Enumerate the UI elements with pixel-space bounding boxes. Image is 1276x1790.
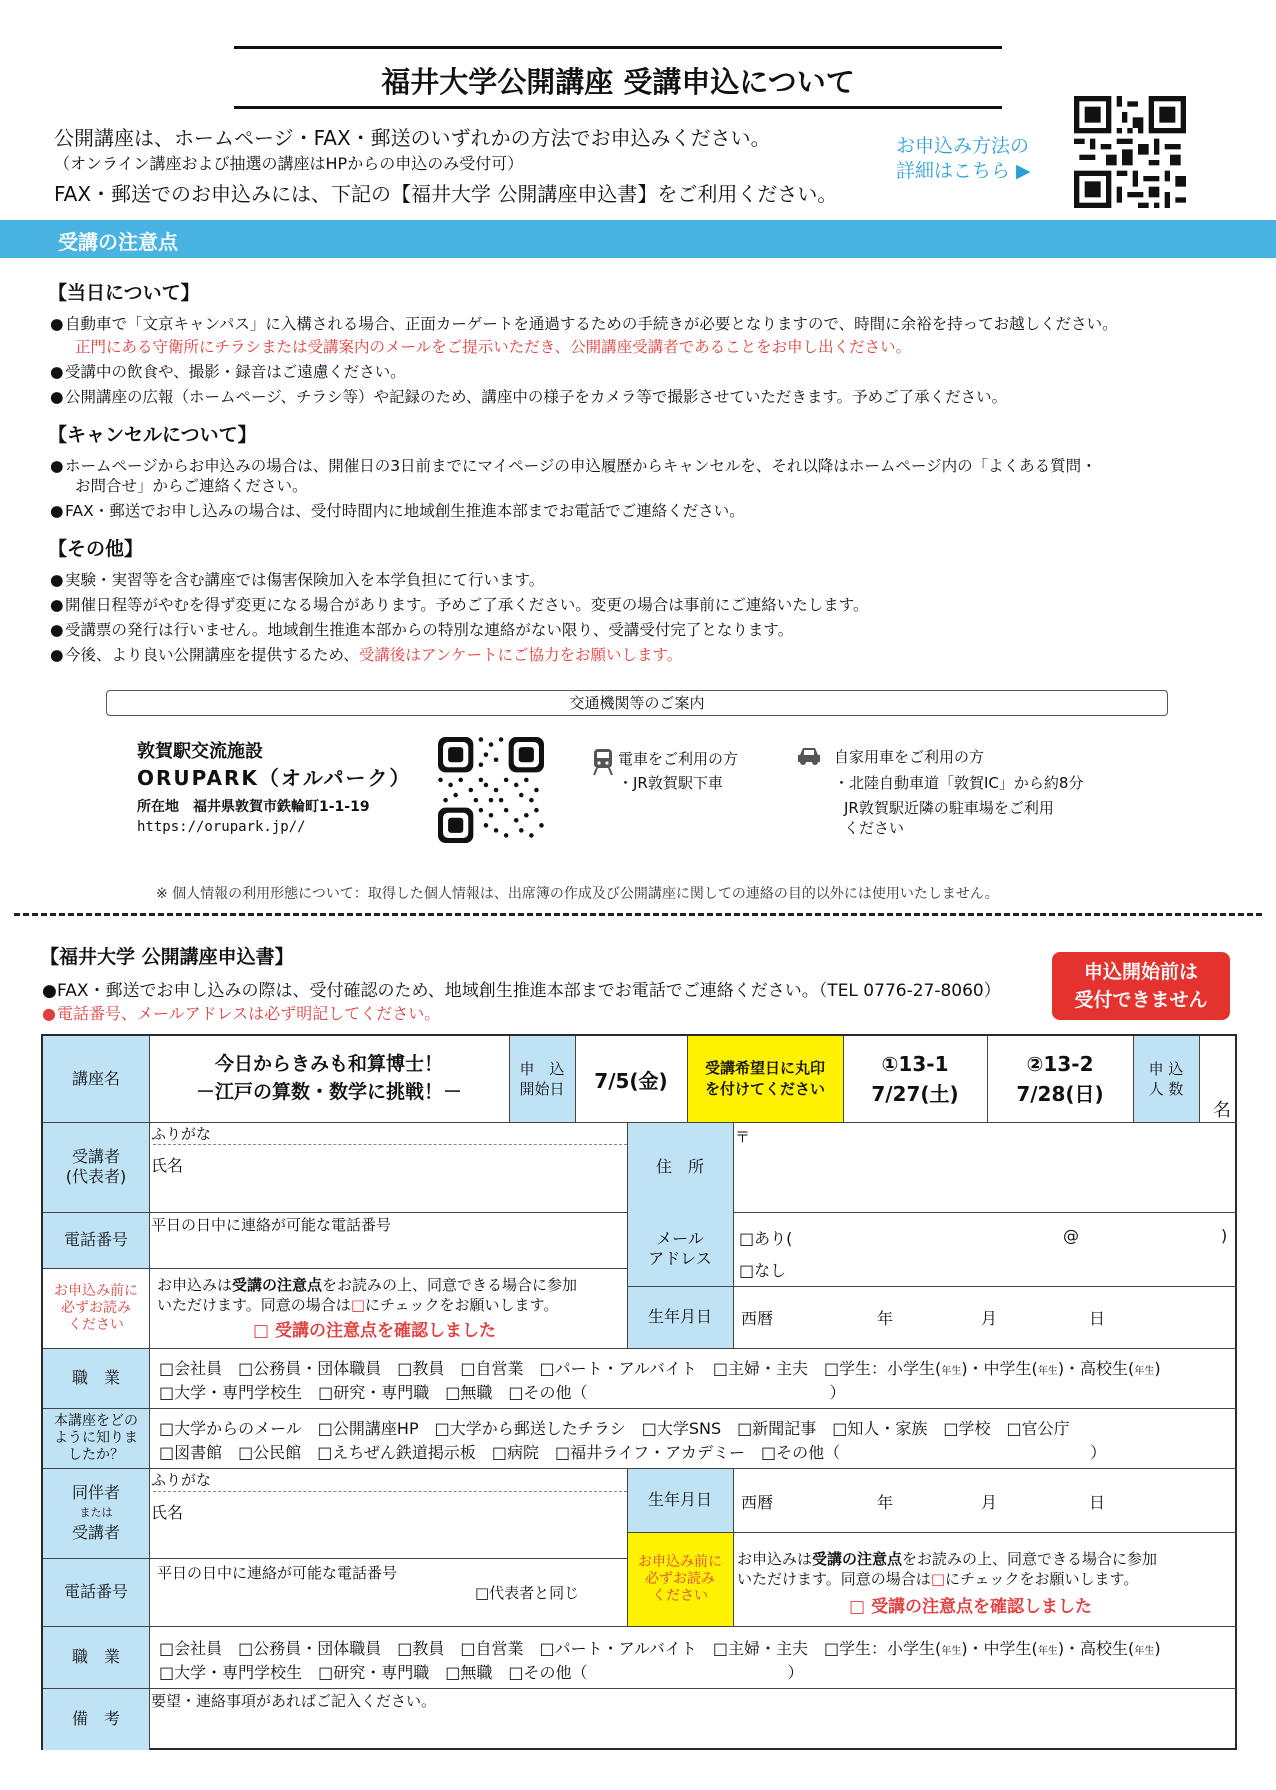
count-input[interactable] (1199, 1036, 1237, 1122)
form-col-rule (843, 1036, 844, 1122)
birth-day: 日 (1089, 1309, 1106, 1328)
not-open-badge (1052, 952, 1230, 1020)
date-option-1-code: ①13-1 (881, 1052, 949, 1076)
attendee-name-input[interactable] (153, 1144, 627, 1210)
job-grade-1: 年生 (941, 1366, 962, 1377)
email-no[interactable]: □なし (739, 1261, 787, 1280)
read-confirm-checkbox[interactable]: □ 受講の注意点を確認しました (253, 1321, 496, 1341)
remarks-input[interactable] (153, 1710, 1233, 1748)
form-rule (43, 1122, 1237, 1123)
qr-code-orupark[interactable] (438, 737, 544, 843)
form-rule (43, 1268, 627, 1269)
train-icon (592, 748, 614, 776)
c-read-text-1c: をお読みの上、同意できる場合に参加 (902, 1550, 1158, 1568)
form-rule (43, 1558, 627, 1559)
train-detail: ・JR敦賀駅下車 (618, 774, 723, 792)
companion-read-label-2: 必ずお読み (645, 1570, 715, 1587)
form-col-rule (733, 1122, 734, 1348)
attendee-label-2: (代表者) (65, 1167, 127, 1186)
form-col-rule (627, 1122, 628, 1348)
same-as-rep-checkbox[interactable]: □代表者と同じ (475, 1584, 580, 1602)
form-note-1: FAX・郵送でお申し込みの際は、受付確認のため、地域創生推進本部までお電話でご連絡ください。（TEL 0776-27-8060） (57, 981, 1001, 1001)
companion-job-options-2[interactable] (159, 1660, 804, 1683)
companion-job-options-1[interactable] (159, 1636, 1161, 1659)
day-item-2: 受講中の飲食や、撮影・録音はご遠慮ください。 (65, 363, 406, 381)
form-rule (43, 1212, 627, 1213)
source-label-3: したか？ (68, 1446, 124, 1463)
course-title-2: －江戸の算数・数学に挑戦！－ (195, 1081, 462, 1103)
companion-birth-era: 西暦 (741, 1493, 774, 1512)
date-option-1-date: 7/27(土) (871, 1082, 959, 1106)
count-label-2: 人 数 (1148, 1080, 1184, 1098)
date-option-2-date: 7/28(日) (1016, 1082, 1104, 1106)
list-item: ●今後、より良い公開講座を提供するため、受講後はアンケートにご協力をお願いします。 (50, 646, 683, 664)
companion-phone-hint: 平日の日中に連絡が可能な電話番号 (157, 1564, 398, 1582)
intro-line-1: 公開講座は、ホームページ・FAX・郵送のいずれかの方法でお申込みください。 (54, 126, 771, 150)
name-label: 氏名 (151, 1156, 184, 1175)
count-label-1: 申 込 (1148, 1060, 1184, 1078)
form-col-rule (149, 1036, 150, 1750)
other-item-4-red: 受講後はアンケートにご協力をお願いします。 (358, 646, 683, 664)
car-detail-2: JR敦賀駅近隣の駐車場をご利用 (844, 799, 1054, 817)
form-col-rule (575, 1036, 576, 1122)
job-label: 職 業 (43, 1348, 149, 1408)
c-read-text-2a: いただけます。同意の場合は (737, 1570, 931, 1588)
other-item-4: 今後、より良い公開講座を提供するため、 (65, 646, 359, 664)
qr-note[interactable] (896, 134, 1031, 184)
date-option-1[interactable] (843, 1036, 987, 1122)
job-mid: )・中学生( (961, 1359, 1038, 1378)
c-job-high: )・高校生( (1057, 1639, 1135, 1658)
venue-address: 所在地 福井県敦賀市鉄輪町1-1-19 (137, 799, 370, 815)
companion-label-1: 同伴者 (71, 1483, 120, 1502)
job-line-2-end: ） (829, 1383, 846, 1402)
companion-birth-label: 生年月日 (627, 1468, 733, 1532)
read-first-label-2: 必ずお読み (61, 1299, 131, 1316)
car-detail-1: ・北陸自動車道「敦賀IC」から約8分 (834, 774, 1084, 792)
furigana-label: ふりがな (151, 1125, 212, 1143)
form-rule (43, 1408, 1237, 1409)
cancel-item-1-cont: お問合せ」からご連絡ください。 (75, 477, 308, 495)
companion-read-label-3: ください (652, 1587, 708, 1604)
day-item-1: 自動車で「文京キャンパス」に入構される場合、正面カーゲートを通過するための手続きが必要となりますので、時間に余裕を持ってお越しください。 (65, 315, 1118, 333)
companion-name-label: 氏名 (151, 1503, 184, 1522)
form-rule (627, 1532, 1237, 1533)
companion-birth-day: 日 (1089, 1493, 1106, 1512)
other-item-2: 開催日程等がやむを得ず変更になる場合があります。予めご了承ください。変更の場合は事前にご連絡いたします。 (65, 596, 869, 614)
title-top-rule (234, 46, 1002, 49)
companion-read-first-label (627, 1532, 733, 1626)
list-item: ●受講票の発行は行いません。地域創生推進本部からの特別な連絡がない限り、受講受付完了となります。 (50, 621, 794, 639)
day-item-1-red: 正門にある守衛所にチラシまたは受講案内のメールをご提示いただき、公開講座受講者であることをお申し出ください。 (75, 338, 912, 356)
job-end: ) (1154, 1359, 1161, 1378)
page-title: 福井大学公開講座 受講申込について (381, 65, 855, 99)
companion-phone-label: 電話番号 (43, 1558, 149, 1626)
c-job-line-2-end: ） (787, 1663, 804, 1682)
circle-note (687, 1036, 843, 1122)
c-job-grade-3: 年生 (1134, 1646, 1155, 1657)
attendee-label-1: 受講者 (71, 1147, 120, 1166)
email-at: @ (1063, 1226, 1079, 1245)
form-rule (43, 1688, 1237, 1689)
read-text-1b: 受講の注意点 (232, 1276, 323, 1294)
intro-line-2: （オンライン講座および抽選の講座はHPからの申込のみ受付可） (54, 154, 524, 173)
list-item: ●ホームページからお申込みの場合は、開催日の3日前までにマイページの申込履歴からキャンセルを、それ以降はホームページ内の「よくある質問・ (50, 457, 1097, 475)
job-grade-2: 年生 (1037, 1366, 1058, 1377)
list-item: ●公開講座の広報（ホームページ、チラシ等）や記録のため、講座中の様子をカメラ等で撮影させていただきます。予めご了承ください。 (50, 388, 1008, 406)
email-label (627, 1212, 733, 1286)
companion-read-label-1: お申込み前に (638, 1553, 722, 1570)
read-first-label (43, 1268, 149, 1348)
companion-read-confirm-checkbox[interactable]: □ 受講の注意点を確認しました (849, 1597, 1092, 1617)
read-first-text-1 (157, 1274, 577, 1295)
notice-bar-title: 受講の注意点 (58, 230, 178, 254)
form-col-rule (687, 1036, 688, 1122)
companion-label-3: 受講者 (71, 1523, 120, 1542)
source-label-2: ように知りま (54, 1429, 138, 1446)
venue-url[interactable]: https://orupark.jp// (137, 819, 306, 835)
section-other: 【その他】 (48, 538, 144, 560)
train-title: 電車をご利用の方 (618, 750, 739, 768)
c-job-line-2: □大学・専門学校生 □研究・専門職 □無職 □その他（ (159, 1663, 588, 1682)
read-first-label-3: ください (68, 1316, 124, 1333)
qr-code-application[interactable] (1074, 96, 1186, 208)
c-job-grade-1: 年生 (941, 1646, 962, 1657)
companion-birth-year: 年 (877, 1493, 894, 1512)
birth-label: 生年月日 (627, 1286, 733, 1348)
read-text-1c: をお読みの上、同意できる場合に参加 (322, 1276, 578, 1294)
section-cancel: 【キャンセルについて】 (48, 424, 257, 446)
address-input[interactable] (735, 1126, 1235, 1210)
c-job-mid: )・中学生( (961, 1639, 1038, 1658)
count-unit: 名 (1213, 1100, 1231, 1121)
list-item: ●受講中の飲食や、撮影・録音はご遠慮ください。 (50, 363, 406, 381)
birth-era: 西暦 (741, 1309, 774, 1328)
section-day: 【当日について】 (48, 282, 200, 304)
c-job-end: ) (1154, 1639, 1161, 1658)
form-rule (627, 1286, 1237, 1287)
form-rule (733, 1212, 1237, 1213)
companion-name-input[interactable] (153, 1491, 627, 1557)
car-title: 自家用車をご利用の方 (834, 748, 985, 766)
form-col-rule (627, 1468, 628, 1626)
form-dashed-rule (153, 1491, 627, 1492)
qr-note-line-2: 詳細はこちら ▶ (896, 160, 1031, 182)
source-options-2[interactable] (159, 1440, 1106, 1463)
form-rule (43, 1468, 1237, 1469)
read-text-1a: お申込みは (157, 1276, 233, 1294)
companion-label-2: または (79, 1506, 113, 1519)
cut-line (14, 913, 1262, 916)
date-option-2[interactable] (987, 1036, 1133, 1122)
attendee-label (43, 1122, 149, 1212)
source-options-1[interactable]: □大学からのメール □公開講座HP □大学から郵送したチラシ □大学SNS □新聞記事 □知人・家族 □学校 □官公庁 (159, 1419, 1070, 1438)
read-text-2c: にチェックをお願いします。 (365, 1296, 559, 1314)
course-label: 講座名 (43, 1036, 149, 1122)
form-note-2: 電話番号、メールアドレスは必ず明記してください。 (57, 1004, 441, 1023)
apply-start-label (509, 1036, 575, 1122)
companion-furigana: ふりがな (151, 1471, 212, 1489)
venue-name-2: ORUPARK（オルパーク） (137, 766, 412, 790)
form-rule (43, 1348, 1237, 1349)
source-label (43, 1408, 149, 1468)
circle-note-1: 受講希望日に丸印 (704, 1059, 825, 1077)
form-col-rule (509, 1036, 510, 1122)
form-col-rule (733, 1468, 734, 1626)
other-item-1: 実験・実習等を含む講座では傷害保険加入を本学負担にて行います。 (65, 571, 545, 589)
companion-read-text-2 (737, 1568, 1138, 1589)
job-line-2: □大学・専門学校生 □研究・専門職 □無職 □その他（ (159, 1383, 588, 1402)
count-label (1133, 1036, 1199, 1122)
postal-mark: 〒 (735, 1128, 751, 1146)
transport-heading: 交通機関等のご案内 (569, 694, 705, 712)
form-dashed-rule (153, 1144, 627, 1145)
companion-label (43, 1468, 149, 1558)
form-col-rule (1133, 1036, 1134, 1122)
form-rule (43, 1626, 1237, 1627)
date-option-2-code: ②13-2 (1026, 1052, 1094, 1076)
form-col-rule (1199, 1036, 1200, 1122)
c-job-line-1: □会社員 □公務員・団体職員 □教員 □自営業 □パート・アルバイト □主婦・主夫 □学生：小学生( (159, 1639, 942, 1658)
phone-hint: 平日の日中に連絡が可能な電話番号 (151, 1216, 392, 1234)
title-bottom-rule (234, 106, 1002, 109)
badge-line-1: 申込開始前は (1083, 961, 1198, 983)
cancel-item-2: FAX・郵送でお申し込みの場合は、受付時間内に地域創生推進本部までお電話でご連絡ください。 (65, 502, 745, 520)
badge-line-2: 受付できません (1074, 989, 1208, 1011)
read-first-label-1: お申込み前に (54, 1282, 138, 1299)
job-grade-3: 年生 (1134, 1366, 1155, 1377)
email-label-1: メール (656, 1229, 704, 1248)
c-read-text-2c: にチェックをお願いします。 (945, 1570, 1139, 1588)
c-job-grade-2: 年生 (1037, 1646, 1058, 1657)
list-item: ●FAX・郵送でお申し込みの際は、受付確認のため、地域創生推進本部までお電話でご連絡ください。（TEL 0776-27-8060） (42, 981, 1001, 1001)
companion-job-label: 職 業 (43, 1626, 149, 1688)
venue-name-1: 敦賀駅交流施設 (137, 741, 263, 762)
privacy-note: ※ 個人情報の利用形態について：取得した個人情報は、出席簿の作成及び公開講座に関しての連絡の目的以外には使用いたしません。 (156, 886, 999, 902)
job-options-1[interactable] (159, 1356, 1161, 1379)
other-item-3: 受講票の発行は行いません。地域創生推進本部からの特別な連絡がない限り、受講受付完了となります。 (65, 621, 794, 639)
list-item: ●自動車で「文京キャンパス」に入構される場合、正面カーゲートを通過するための手続きが必要となりますので、時間に余裕を持ってお越しください。 (50, 315, 1118, 333)
car-icon (796, 745, 822, 767)
source-label-1: 本講座をどの (54, 1412, 138, 1429)
car-detail-3: ください (844, 819, 905, 837)
c-read-text-2b: □ (930, 1570, 945, 1588)
email-label-2: アドレス (648, 1249, 712, 1268)
phone-label: 電話番号 (43, 1212, 149, 1268)
notice-bar (0, 220, 1276, 258)
remarks-hint: 要望・連絡事項があればご記入ください。 (151, 1692, 437, 1710)
email-close: ) (1221, 1226, 1228, 1245)
c-read-text-1b: 受講の注意点 (812, 1550, 903, 1568)
cancel-item-1: ホームページからお申込みの場合は、開催日の3日前までにマイページの申込履歴からキャンセルを、それ以降はホームページ内の「よくある質問・ (65, 457, 1097, 475)
remarks-label: 備 考 (43, 1688, 149, 1750)
phone-input[interactable] (153, 1234, 627, 1266)
apply-start-label-2: 開始日 (519, 1080, 565, 1098)
address-label: 住 所 (627, 1122, 733, 1212)
job-line-1: □会社員 □公務員・団体職員 □教員 □自営業 □パート・アルバイト □主婦・主夫 □学生：小学生( (159, 1359, 942, 1378)
birth-month: 月 (981, 1309, 998, 1328)
list-item: ●開催日程等がやむを得ず変更になる場合があります。予めご了承ください。変更の場合は事前にご連絡いたします。 (50, 596, 869, 614)
application-form (41, 1034, 1237, 1750)
read-first-text-2 (157, 1294, 558, 1315)
intro-line-3: FAX・郵送でのお申込みには、下記の【福井大学 公開講座申込書】をご利用ください。 (54, 182, 838, 206)
read-text-2b: □ (350, 1296, 365, 1314)
read-text-2a: いただけます。同意の場合は (157, 1296, 351, 1314)
birth-year: 年 (877, 1309, 894, 1328)
day-item-3: 公開講座の広報（ホームページ、チラシ等）や記録のため、講座中の様子をカメラ等で撮影させていただきます。予めご了承ください。 (65, 388, 1008, 406)
companion-birth-month: 月 (981, 1493, 998, 1512)
course-title-1: 今日からきみも和算博士！ (214, 1053, 443, 1075)
c-read-text-1a: お申込みは (737, 1550, 813, 1568)
apply-start-date: 7/5(金) (594, 1068, 668, 1093)
form-heading: 【福井大学 公開講座申込書】 (40, 946, 294, 968)
list-item: ●電話番号、メールアドレスは必ず明記してください。 (42, 1004, 441, 1023)
circle-note-2: を付けてください (704, 1080, 825, 1098)
qr-note-line-1: お申込み方法の (896, 135, 1030, 157)
job-options-2[interactable] (159, 1380, 846, 1403)
list-item: ●実験・実習等を含む講座では傷害保険加入を本学負担にて行います。 (50, 571, 545, 589)
form-col-rule (987, 1036, 988, 1122)
course-title (149, 1036, 509, 1122)
email-yes[interactable]: □あり( (739, 1229, 793, 1248)
transport-heading-box (106, 690, 1168, 716)
source-line-2-end: ） (1090, 1443, 1107, 1462)
source-line-2: □図書館 □公民館 □えちぜん鉄道掲示板 □病院 □福井ライフ・アカデミー □その他（ (159, 1443, 841, 1462)
companion-read-text-1 (737, 1548, 1157, 1569)
apply-start-label-1: 申 込 (519, 1060, 565, 1078)
list-item: ●FAX・郵送でお申し込みの場合は、受付時間内に地域創生推進本部までお電話でご連絡ください。 (50, 502, 745, 520)
job-high: )・高校生( (1057, 1359, 1135, 1378)
